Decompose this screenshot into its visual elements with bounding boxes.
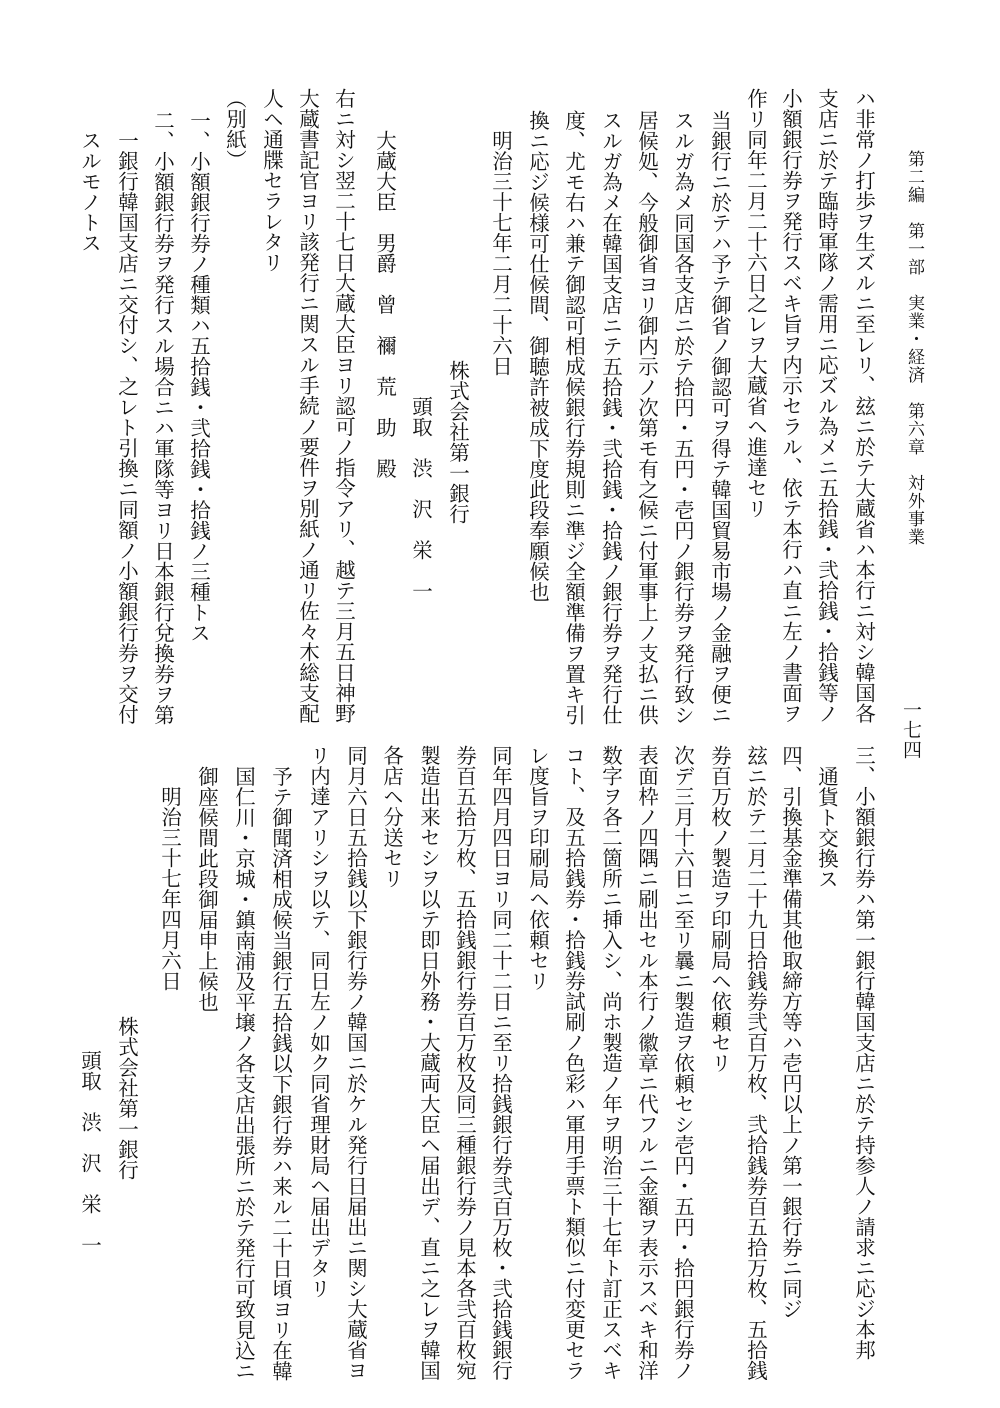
company-name: 株式会社第一銀行	[445, 360, 470, 524]
text-column: 表面枠ノ四隅ニ刷出セル本行ノ徽章ニ代フルニ金額ヲ表示スベキ和洋	[634, 745, 659, 1381]
text-column: 小額銀行券ヲ発行スベキ旨ヲ内示セラル、依テ本行ハ直ニ左ノ書面ヲ	[778, 88, 803, 724]
list-item: 一、小額銀行券ノ種類ハ五拾銭・弐拾銭・拾銭ノ三種トス	[186, 110, 211, 643]
page-number: 一七四	[900, 700, 922, 760]
text-column: 支店ニ於テ臨時軍隊ノ需用ニ応ズル為メニ五拾銭・弐拾銭・拾銭等ノ	[814, 88, 839, 724]
date-line: 明治三十七年四月六日	[157, 786, 182, 991]
text-column: コト、及五拾銭券・拾銭券試刷ノ色彩ハ軍用手票ト類似ニ付変更セラ	[561, 745, 586, 1381]
list-item: 三、小額銀行券ハ第一銀行韓国支店ニ於テ持参人ノ請求ニ応ジ本邦	[851, 745, 876, 1360]
text-column: スルガ為メ在韓国支店ニテ五拾銭・弐拾銭・拾銭ノ銀行券ヲ発行仕	[598, 110, 623, 725]
text-column: 度、尤モ右ハ兼テ御認可相成候銀行券規則ニ準ジ全額準備ヲ置キ引	[561, 110, 586, 725]
text-column: 次デ三月十六日ニ至リ曩ニ製造ヲ依頼セシ壱円・五円・拾円銀行券ノ	[670, 745, 695, 1381]
text-column: 御座候間此段御届申上候也	[194, 766, 219, 1012]
addressee: 大蔵大臣 男爵 曾 禰 荒 助 殿	[372, 130, 397, 479]
company-name: 株式会社第一銀行	[114, 1016, 139, 1180]
text-column: リ内達アリシヲ以テ、同日左ノ如ク同省理財局ヘ届出デタリ	[306, 745, 331, 1299]
text-column: 国仁川・京城・鎮南浦及平壌ノ各支店出張所ニ於テ発行可致見込ニ	[231, 766, 256, 1381]
text-column: 数字ヲ各二箇所ニ挿入シ、尚ホ製造ノ年ヲ明治三十七年ト訂正スベキ	[598, 745, 623, 1381]
attachment-label: （別紙）	[222, 88, 247, 170]
text-column: 作リ同年二月二十六日之レヲ大蔵省ヘ進達セリ	[743, 88, 768, 519]
text-column: 当銀行ニ於テハ予テ御省ノ御認可ヲ得テ韓国貿易市場ノ金融ヲ便ニ	[707, 110, 732, 725]
text-column: 大蔵書記官ヨリ該発行ニ関スル手続ノ要件ヲ別紙ノ通リ佐々木総支配	[295, 88, 320, 724]
text-column: 右ニ対シ翌二十七日大蔵大臣ヨリ認可ノ指令アリ、越テ三月五日神野	[331, 88, 356, 724]
text-column: 同月六日五拾銭以下銀行券ノ韓国ニ於ケル発行日届出ニ関シ大蔵省ヨ	[343, 745, 368, 1381]
list-item: 四、引換基金準備其他取締方等ハ壱円以上ノ第一銀行券ニ同ジ	[778, 745, 803, 1319]
text-column: 予テ御聞済相成候当銀行五拾銭以下銀行券ハ来ル二十日頃ヨリ在韓	[268, 766, 293, 1381]
text-column: スルガ為メ同国各支店ニ於テ拾円・五円・壱円ノ銀行券ヲ発行致シ	[670, 110, 695, 725]
list-item-continued: 一銀行韓国支店ニ交付シ、之レト引換ニ同額ノ小額銀行券ヲ交付	[114, 130, 139, 725]
text-column: ハ非常ノ打歩ヲ生ズルニ至レリ、玆ニ於テ大蔵省ハ本行ニ対シ韓国各	[851, 88, 876, 724]
running-header: 第二編 第一部 実業・経済 第六章 対外事業	[904, 150, 924, 546]
text-column: 玆ニ於テ二月二十九日拾銭券弐百万枚、弐拾銭券百五拾万枚、五拾銭	[743, 745, 768, 1381]
text-column: 同年四月四日ヨリ同二十二日ニ至リ拾銭銀行券弐百万枚・弐拾銭銀行	[488, 745, 513, 1381]
text-column: レ度旨ヲ印刷局ヘ依頼セリ	[525, 745, 550, 991]
signatory: 頭取 渋 沢 栄 一	[77, 1050, 102, 1255]
text-column: 製造出来セシヲ以テ即日外務・大蔵両大臣ヘ届出デ、直ニ之レヲ韓国	[416, 745, 441, 1381]
list-item: 二、小額銀行券ヲ発行スル場合ニハ軍隊等ヨリ日本銀行兌換券ヲ第	[150, 110, 175, 725]
list-item-continued: スルモノトス	[77, 130, 102, 253]
text-column: 換ニ応ジ候様可仕候間、御聴許被成下度此段奉願候也	[525, 110, 550, 602]
signatory: 頭取 渋 沢 栄 一	[408, 396, 433, 601]
date-line: 明治三十七年二月二十六日	[488, 130, 513, 376]
text-column: 人ヘ通牒セラレタリ	[259, 88, 284, 273]
text-column: 券百五拾万枚、五拾銭銀行券百万枚及同三種銀行券ノ見本各弐百枚宛	[452, 745, 477, 1381]
text-column: 券百万枚ノ製造ヲ印刷局ヘ依頼セリ	[707, 745, 732, 1073]
list-item-continued: 通貨ト交換ス	[814, 766, 839, 889]
text-column: 居候処、今般御省ヨリ御内示ノ次第モ有之候ニ付軍事上ノ支払ニ供	[634, 110, 659, 725]
text-column: 各店ヘ分送セリ	[379, 745, 404, 889]
